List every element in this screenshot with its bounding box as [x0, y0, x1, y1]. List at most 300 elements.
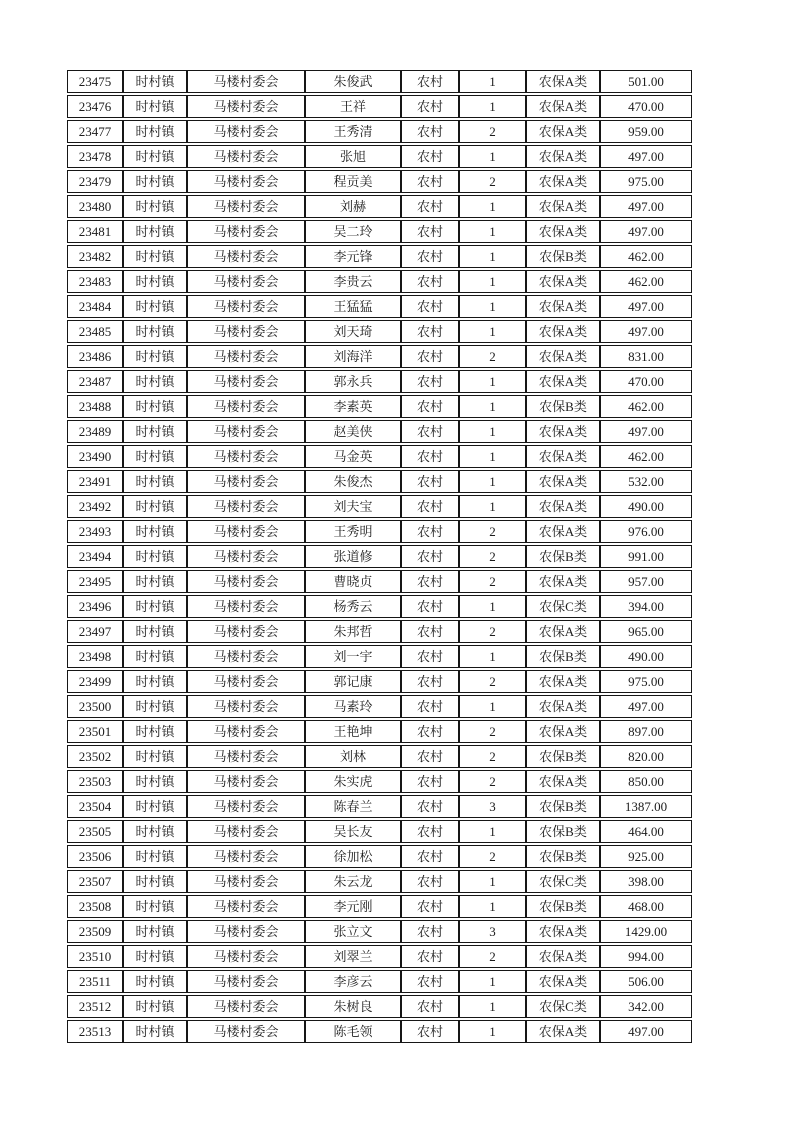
cell-residence-type: 农村	[401, 845, 459, 868]
table-row	[67, 520, 692, 543]
cell-person-name: 刘翠兰	[305, 945, 401, 968]
table-row	[67, 870, 692, 893]
cell-record-no: 23495	[67, 570, 123, 593]
cell-residence-type: 农村	[401, 470, 459, 493]
cell-record-no: 23480	[67, 195, 123, 218]
cell-person-name: 朱邦哲	[305, 620, 401, 643]
cell-town: 时村镇	[123, 870, 187, 893]
table-row	[67, 345, 692, 368]
cell-person-count: 2	[459, 345, 526, 368]
cell-insurance-category: 农保B类	[526, 795, 600, 818]
cell-record-no: 23489	[67, 420, 123, 443]
cell-person-count: 2	[459, 845, 526, 868]
cell-person-name: 吴二玲	[305, 220, 401, 243]
cell-person-name: 朱俊武	[305, 70, 401, 93]
cell-person-name: 朱树良	[305, 995, 401, 1018]
cell-insurance-category: 农保A类	[526, 470, 600, 493]
cell-village-committee: 马楼村委会	[187, 445, 305, 468]
cell-amount: 497.00	[600, 695, 692, 718]
cell-town: 时村镇	[123, 470, 187, 493]
cell-record-no: 23485	[67, 320, 123, 343]
cell-village-committee: 马楼村委会	[187, 595, 305, 618]
cell-village-committee: 马楼村委会	[187, 520, 305, 543]
cell-record-no: 23496	[67, 595, 123, 618]
cell-record-no: 23476	[67, 95, 123, 118]
cell-record-no: 23504	[67, 795, 123, 818]
cell-record-no: 23513	[67, 1020, 123, 1043]
cell-town: 时村镇	[123, 1020, 187, 1043]
cell-record-no: 23503	[67, 770, 123, 793]
table-body	[67, 70, 692, 1043]
cell-person-count: 1	[459, 145, 526, 168]
cell-record-no: 23499	[67, 670, 123, 693]
table-row	[67, 720, 692, 743]
cell-record-no: 23508	[67, 895, 123, 918]
table-row	[67, 245, 692, 268]
cell-village-committee: 马楼村委会	[187, 895, 305, 918]
table-row	[67, 120, 692, 143]
cell-person-count: 1	[459, 645, 526, 668]
cell-insurance-category: 农保A类	[526, 970, 600, 993]
cell-insurance-category: 农保A类	[526, 720, 600, 743]
cell-record-no: 23506	[67, 845, 123, 868]
cell-person-name: 张道修	[305, 545, 401, 568]
cell-person-count: 1	[459, 420, 526, 443]
cell-village-committee: 马楼村委会	[187, 345, 305, 368]
cell-residence-type: 农村	[401, 195, 459, 218]
cell-record-no: 23484	[67, 295, 123, 318]
cell-person-count: 2	[459, 620, 526, 643]
cell-amount: 497.00	[600, 145, 692, 168]
cell-village-committee: 马楼村委会	[187, 570, 305, 593]
cell-person-count: 1	[459, 270, 526, 293]
cell-person-count: 1	[459, 395, 526, 418]
cell-village-committee: 马楼村委会	[187, 170, 305, 193]
cell-village-committee: 马楼村委会	[187, 120, 305, 143]
table-row	[67, 70, 692, 93]
cell-insurance-category: 农保A类	[526, 220, 600, 243]
cell-residence-type: 农村	[401, 645, 459, 668]
cell-residence-type: 农村	[401, 1020, 459, 1043]
cell-town: 时村镇	[123, 645, 187, 668]
cell-amount: 468.00	[600, 895, 692, 918]
cell-insurance-category: 农保A类	[526, 420, 600, 443]
cell-insurance-category: 农保B类	[526, 895, 600, 918]
cell-insurance-category: 农保A类	[526, 695, 600, 718]
cell-residence-type: 农村	[401, 70, 459, 93]
cell-amount: 831.00	[600, 345, 692, 368]
cell-amount: 991.00	[600, 545, 692, 568]
cell-residence-type: 农村	[401, 570, 459, 593]
cell-person-count: 1	[459, 695, 526, 718]
cell-town: 时村镇	[123, 420, 187, 443]
cell-amount: 342.00	[600, 995, 692, 1018]
table-row	[67, 545, 692, 568]
cell-town: 时村镇	[123, 920, 187, 943]
table-row	[67, 570, 692, 593]
cell-person-name: 郭永兵	[305, 370, 401, 393]
cell-record-no: 23507	[67, 870, 123, 893]
cell-person-count: 2	[459, 170, 526, 193]
cell-person-name: 朱云龙	[305, 870, 401, 893]
table-row	[67, 920, 692, 943]
cell-town: 时村镇	[123, 945, 187, 968]
cell-residence-type: 农村	[401, 895, 459, 918]
cell-insurance-category: 农保A类	[526, 195, 600, 218]
cell-person-name: 李元刚	[305, 895, 401, 918]
cell-amount: 398.00	[600, 870, 692, 893]
cell-person-count: 2	[459, 945, 526, 968]
table-row	[67, 620, 692, 643]
cell-person-count: 2	[459, 720, 526, 743]
cell-town: 时村镇	[123, 95, 187, 118]
cell-person-name: 朱俊杰	[305, 470, 401, 493]
table-row	[67, 320, 692, 343]
cell-person-name: 陈春兰	[305, 795, 401, 818]
cell-record-no: 23510	[67, 945, 123, 968]
cell-record-no: 23477	[67, 120, 123, 143]
cell-amount: 925.00	[600, 845, 692, 868]
cell-residence-type: 农村	[401, 220, 459, 243]
table-row	[67, 495, 692, 518]
cell-residence-type: 农村	[401, 395, 459, 418]
cell-record-no: 23494	[67, 545, 123, 568]
cell-town: 时村镇	[123, 320, 187, 343]
cell-amount: 490.00	[600, 495, 692, 518]
cell-village-committee: 马楼村委会	[187, 970, 305, 993]
cell-residence-type: 农村	[401, 120, 459, 143]
cell-person-count: 3	[459, 795, 526, 818]
table-row	[67, 270, 692, 293]
cell-amount: 975.00	[600, 670, 692, 693]
cell-person-name: 刘林	[305, 745, 401, 768]
table-row	[67, 95, 692, 118]
cell-person-count: 1	[459, 995, 526, 1018]
cell-person-count: 1	[459, 820, 526, 843]
cell-person-name: 李贵云	[305, 270, 401, 293]
cell-person-name: 曹晓贞	[305, 570, 401, 593]
cell-person-name: 吴长友	[305, 820, 401, 843]
cell-residence-type: 农村	[401, 870, 459, 893]
cell-residence-type: 农村	[401, 345, 459, 368]
cell-residence-type: 农村	[401, 995, 459, 1018]
cell-village-committee: 马楼村委会	[187, 745, 305, 768]
cell-record-no: 23501	[67, 720, 123, 743]
cell-person-name: 马金英	[305, 445, 401, 468]
cell-record-no: 23509	[67, 920, 123, 943]
table-row	[67, 770, 692, 793]
cell-insurance-category: 农保B类	[526, 395, 600, 418]
cell-record-no: 23500	[67, 695, 123, 718]
table-row	[67, 795, 692, 818]
cell-village-committee: 马楼村委会	[187, 720, 305, 743]
cell-town: 时村镇	[123, 795, 187, 818]
table-row	[67, 420, 692, 443]
cell-residence-type: 农村	[401, 945, 459, 968]
cell-amount: 497.00	[600, 195, 692, 218]
cell-person-count: 1	[459, 370, 526, 393]
cell-town: 时村镇	[123, 895, 187, 918]
cell-person-count: 1	[459, 245, 526, 268]
cell-insurance-category: 农保B类	[526, 745, 600, 768]
cell-town: 时村镇	[123, 70, 187, 93]
cell-person-count: 1	[459, 95, 526, 118]
cell-village-committee: 马楼村委会	[187, 820, 305, 843]
cell-person-name: 徐加松	[305, 845, 401, 868]
cell-amount: 497.00	[600, 1020, 692, 1043]
cell-insurance-category: 农保B类	[526, 245, 600, 268]
cell-record-no: 23479	[67, 170, 123, 193]
cell-residence-type: 农村	[401, 920, 459, 943]
cell-insurance-category: 农保A类	[526, 520, 600, 543]
cell-record-no: 23486	[67, 345, 123, 368]
table-row	[67, 820, 692, 843]
cell-person-name: 张旭	[305, 145, 401, 168]
cell-town: 时村镇	[123, 995, 187, 1018]
cell-record-no: 23502	[67, 745, 123, 768]
cell-town: 时村镇	[123, 845, 187, 868]
cell-village-committee: 马楼村委会	[187, 1020, 305, 1043]
cell-amount: 497.00	[600, 420, 692, 443]
cell-town: 时村镇	[123, 220, 187, 243]
cell-record-no: 23491	[67, 470, 123, 493]
cell-residence-type: 农村	[401, 95, 459, 118]
cell-village-committee: 马楼村委会	[187, 945, 305, 968]
cell-village-committee: 马楼村委会	[187, 545, 305, 568]
cell-town: 时村镇	[123, 670, 187, 693]
cell-residence-type: 农村	[401, 770, 459, 793]
cell-person-name: 刘一宇	[305, 645, 401, 668]
cell-amount: 897.00	[600, 720, 692, 743]
cell-town: 时村镇	[123, 720, 187, 743]
cell-village-committee: 马楼村委会	[187, 845, 305, 868]
cell-insurance-category: 农保B类	[526, 845, 600, 868]
cell-amount: 1387.00	[600, 795, 692, 818]
cell-insurance-category: 农保A类	[526, 920, 600, 943]
cell-insurance-category: 农保A类	[526, 295, 600, 318]
cell-residence-type: 农村	[401, 720, 459, 743]
cell-insurance-category: 农保A类	[526, 670, 600, 693]
cell-amount: 957.00	[600, 570, 692, 593]
cell-village-committee: 马楼村委会	[187, 920, 305, 943]
cell-village-committee: 马楼村委会	[187, 245, 305, 268]
cell-town: 时村镇	[123, 370, 187, 393]
cell-record-no: 23482	[67, 245, 123, 268]
cell-residence-type: 农村	[401, 245, 459, 268]
cell-person-count: 2	[459, 120, 526, 143]
table-row	[67, 845, 692, 868]
table-row	[67, 970, 692, 993]
cell-insurance-category: 农保B类	[526, 645, 600, 668]
cell-person-name: 赵美侠	[305, 420, 401, 443]
cell-town: 时村镇	[123, 395, 187, 418]
cell-person-name: 刘赫	[305, 195, 401, 218]
cell-amount: 462.00	[600, 245, 692, 268]
cell-person-count: 1	[459, 70, 526, 93]
cell-amount: 1429.00	[600, 920, 692, 943]
cell-town: 时村镇	[123, 445, 187, 468]
cell-amount: 462.00	[600, 270, 692, 293]
cell-record-no: 23487	[67, 370, 123, 393]
cell-person-name: 李素英	[305, 395, 401, 418]
table-row	[67, 370, 692, 393]
cell-person-count: 1	[459, 870, 526, 893]
cell-record-no: 23483	[67, 270, 123, 293]
cell-amount: 497.00	[600, 295, 692, 318]
cell-town: 时村镇	[123, 170, 187, 193]
cell-person-name: 陈毛领	[305, 1020, 401, 1043]
cell-village-committee: 马楼村委会	[187, 670, 305, 693]
cell-village-committee: 马楼村委会	[187, 420, 305, 443]
table-row	[67, 670, 692, 693]
table-row	[67, 220, 692, 243]
cell-insurance-category: 农保C类	[526, 995, 600, 1018]
cell-person-name: 朱实虎	[305, 770, 401, 793]
cell-residence-type: 农村	[401, 970, 459, 993]
cell-insurance-category: 农保C类	[526, 595, 600, 618]
cell-record-no: 23511	[67, 970, 123, 993]
cell-residence-type: 农村	[401, 520, 459, 543]
cell-town: 时村镇	[123, 745, 187, 768]
table-row	[67, 745, 692, 768]
cell-amount: 506.00	[600, 970, 692, 993]
cell-residence-type: 农村	[401, 795, 459, 818]
cell-person-count: 2	[459, 520, 526, 543]
cell-town: 时村镇	[123, 545, 187, 568]
insurance-roster-table	[67, 68, 692, 1045]
cell-insurance-category: 农保A类	[526, 770, 600, 793]
cell-insurance-category: 农保A类	[526, 95, 600, 118]
table-row	[67, 595, 692, 618]
cell-residence-type: 农村	[401, 420, 459, 443]
cell-insurance-category: 农保A类	[526, 620, 600, 643]
cell-village-committee: 马楼村委会	[187, 145, 305, 168]
table-row	[67, 295, 692, 318]
cell-village-committee: 马楼村委会	[187, 395, 305, 418]
cell-town: 时村镇	[123, 295, 187, 318]
cell-record-no: 23481	[67, 220, 123, 243]
cell-village-committee: 马楼村委会	[187, 220, 305, 243]
cell-person-count: 2	[459, 670, 526, 693]
cell-person-name: 王艳坤	[305, 720, 401, 743]
cell-amount: 464.00	[600, 820, 692, 843]
cell-insurance-category: 农保A类	[526, 945, 600, 968]
cell-village-committee: 马楼村委会	[187, 620, 305, 643]
cell-insurance-category: 农保A类	[526, 370, 600, 393]
cell-record-no: 23498	[67, 645, 123, 668]
cell-person-count: 1	[459, 970, 526, 993]
cell-record-no: 23497	[67, 620, 123, 643]
cell-residence-type: 农村	[401, 370, 459, 393]
cell-residence-type: 农村	[401, 445, 459, 468]
cell-residence-type: 农村	[401, 620, 459, 643]
cell-village-committee: 马楼村委会	[187, 695, 305, 718]
cell-person-count: 1	[459, 195, 526, 218]
cell-record-no: 23512	[67, 995, 123, 1018]
cell-insurance-category: 农保A类	[526, 120, 600, 143]
cell-town: 时村镇	[123, 695, 187, 718]
cell-person-name: 王猛猛	[305, 295, 401, 318]
cell-amount: 975.00	[600, 170, 692, 193]
cell-residence-type: 农村	[401, 495, 459, 518]
cell-town: 时村镇	[123, 120, 187, 143]
cell-town: 时村镇	[123, 345, 187, 368]
table-row	[67, 995, 692, 1018]
cell-insurance-category: 农保A类	[526, 145, 600, 168]
cell-amount: 470.00	[600, 95, 692, 118]
cell-village-committee: 马楼村委会	[187, 770, 305, 793]
cell-amount: 501.00	[600, 70, 692, 93]
cell-person-name: 李元锋	[305, 245, 401, 268]
cell-person-count: 2	[459, 570, 526, 593]
cell-insurance-category: 农保A类	[526, 570, 600, 593]
cell-person-name: 刘天琦	[305, 320, 401, 343]
table-row	[67, 395, 692, 418]
cell-person-name: 李彦云	[305, 970, 401, 993]
cell-record-no: 23478	[67, 145, 123, 168]
cell-insurance-category: 农保B类	[526, 545, 600, 568]
cell-residence-type: 农村	[401, 820, 459, 843]
cell-residence-type: 农村	[401, 545, 459, 568]
cell-insurance-category: 农保C类	[526, 870, 600, 893]
cell-record-no: 23505	[67, 820, 123, 843]
cell-person-count: 3	[459, 920, 526, 943]
cell-residence-type: 农村	[401, 295, 459, 318]
cell-residence-type: 农村	[401, 745, 459, 768]
cell-village-committee: 马楼村委会	[187, 70, 305, 93]
cell-person-name: 程贡美	[305, 170, 401, 193]
table-row	[67, 195, 692, 218]
cell-village-committee: 马楼村委会	[187, 795, 305, 818]
cell-person-count: 1	[459, 470, 526, 493]
cell-residence-type: 农村	[401, 145, 459, 168]
cell-person-count: 1	[459, 220, 526, 243]
cell-person-count: 1	[459, 320, 526, 343]
cell-village-committee: 马楼村委会	[187, 645, 305, 668]
cell-insurance-category: 农保A类	[526, 345, 600, 368]
cell-town: 时村镇	[123, 245, 187, 268]
cell-amount: 850.00	[600, 770, 692, 793]
cell-amount: 394.00	[600, 595, 692, 618]
cell-town: 时村镇	[123, 270, 187, 293]
cell-person-count: 1	[459, 445, 526, 468]
cell-village-committee: 马楼村委会	[187, 470, 305, 493]
cell-person-count: 1	[459, 295, 526, 318]
cell-town: 时村镇	[123, 770, 187, 793]
cell-person-name: 王祥	[305, 95, 401, 118]
cell-amount: 497.00	[600, 320, 692, 343]
cell-residence-type: 农村	[401, 670, 459, 693]
cell-village-committee: 马楼村委会	[187, 370, 305, 393]
cell-town: 时村镇	[123, 195, 187, 218]
cell-village-committee: 马楼村委会	[187, 320, 305, 343]
cell-village-committee: 马楼村委会	[187, 195, 305, 218]
cell-amount: 497.00	[600, 220, 692, 243]
cell-town: 时村镇	[123, 970, 187, 993]
cell-amount: 532.00	[600, 470, 692, 493]
cell-amount: 994.00	[600, 945, 692, 968]
cell-insurance-category: 农保A类	[526, 270, 600, 293]
cell-person-name: 刘夫宝	[305, 495, 401, 518]
cell-insurance-category: 农保A类	[526, 70, 600, 93]
cell-residence-type: 农村	[401, 320, 459, 343]
table-row	[67, 445, 692, 468]
cell-person-name: 马素玲	[305, 695, 401, 718]
cell-insurance-category: 农保A类	[526, 320, 600, 343]
cell-person-name: 郭记康	[305, 670, 401, 693]
cell-amount: 490.00	[600, 645, 692, 668]
cell-insurance-category: 农保B类	[526, 820, 600, 843]
